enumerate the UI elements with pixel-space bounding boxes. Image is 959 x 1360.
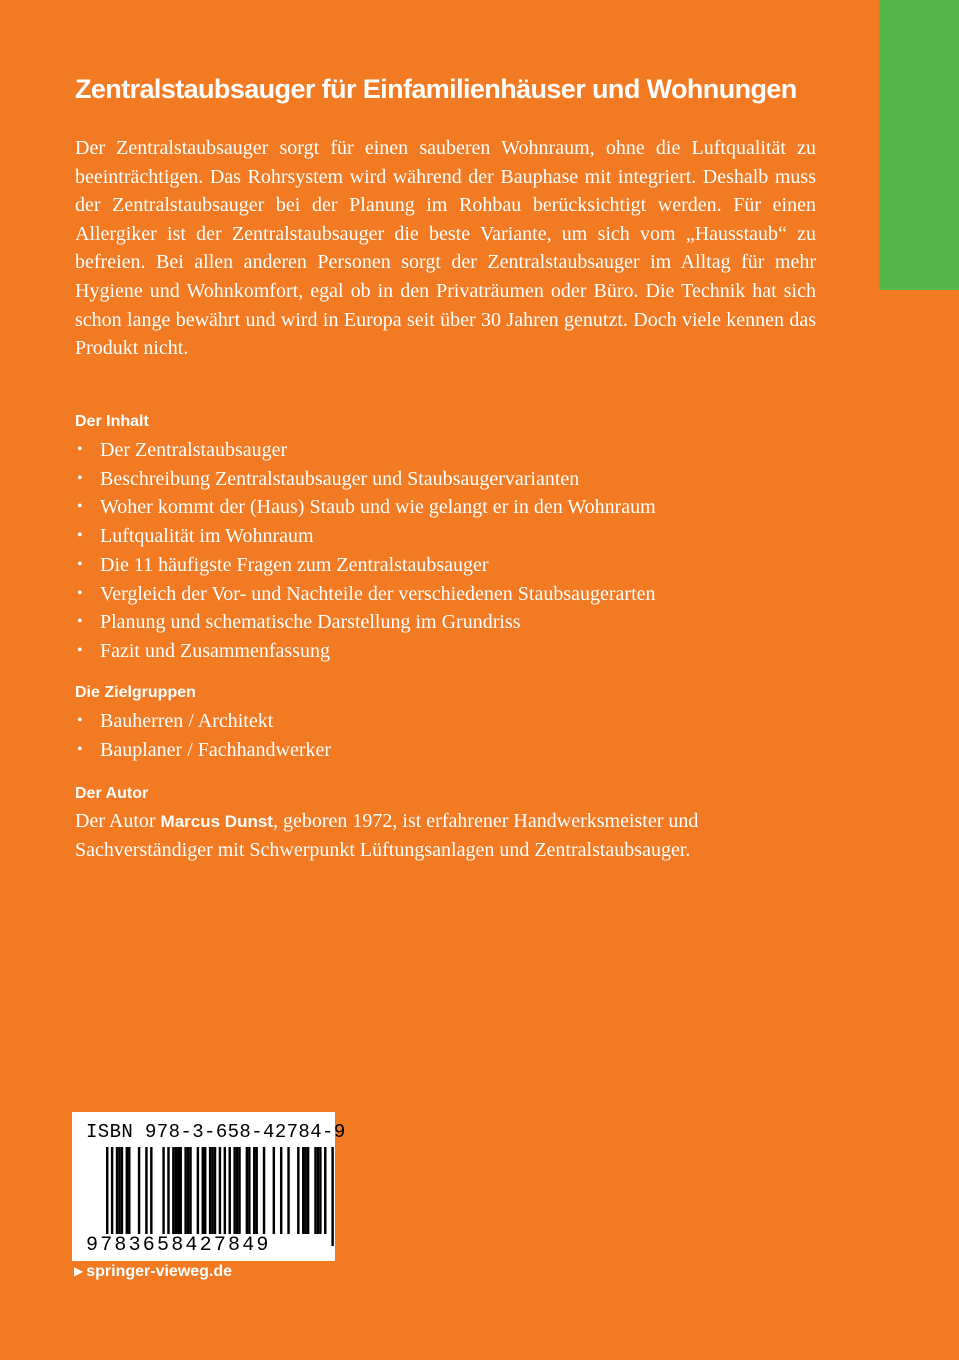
bullet-icon: •: [77, 740, 83, 758]
contents-heading: Der Inhalt: [75, 413, 149, 430]
list-item: • Die 11 häufigste Fragen zum Zentralstaubsauger: [75, 551, 656, 580]
barcode-bar: [229, 1147, 231, 1234]
bullet-icon: •: [77, 469, 83, 487]
barcode-bar: [204, 1147, 206, 1234]
author-name: Marcus Dunst: [160, 812, 273, 831]
barcode-bar: [263, 1147, 265, 1234]
barcode-bar: [236, 1147, 238, 1234]
list-item: • Fazit und Zusammenfassung: [75, 637, 656, 666]
isbn-barcode: [72, 1112, 346, 1261]
barcode-bar: [324, 1147, 326, 1234]
barcode-bar: [118, 1147, 120, 1234]
barcode-bar: [172, 1147, 174, 1234]
barcode-bar: [307, 1147, 309, 1234]
bullet-icon: •: [77, 584, 83, 602]
contents-list: [75, 436, 656, 666]
barcode-guard-bar: [331, 1147, 333, 1246]
ean-digits: 9783658427849: [86, 1234, 271, 1257]
barcode-bar: [273, 1147, 275, 1234]
barcode-bar: [302, 1147, 304, 1234]
barcode-bar: [287, 1147, 289, 1234]
barcode-bar: [211, 1147, 213, 1234]
bullet-icon: •: [77, 498, 83, 516]
list-item: • Bauplaner / Fachhandwerker: [75, 736, 331, 765]
barcode-bar: [238, 1147, 240, 1234]
barcode-bar: [177, 1147, 179, 1234]
list-item: • Beschreibung Zentralstaubsauger und Staubsaugervarianten: [75, 465, 656, 494]
publisher-website[interactable]: ▶ springer-vieweg.de: [74, 1263, 233, 1280]
color-tab: [879, 0, 959, 290]
barcode-bar: [233, 1147, 235, 1234]
author-heading: Der Autor: [75, 785, 149, 802]
barcode-bar: [184, 1147, 186, 1234]
bullet-icon: •: [77, 555, 83, 573]
book-title: Zentralstaubsauger für Einfamilienhäuser und Wohnungen: [75, 74, 797, 104]
barcode-bar: [121, 1147, 123, 1234]
list-item: • Bauherren / Architekt: [75, 707, 331, 736]
barcode-bar: [209, 1147, 211, 1234]
barcode-bar: [297, 1147, 299, 1234]
barcode-bar: [253, 1147, 255, 1234]
barcode-bar: [304, 1147, 306, 1234]
barcode-bar: [255, 1147, 257, 1234]
play-arrow-icon: ▶: [74, 1264, 84, 1278]
barcode-bar: [150, 1147, 152, 1234]
bullet-icon: •: [77, 613, 83, 631]
barcode-bar: [280, 1147, 282, 1234]
bullet-icon: •: [77, 641, 83, 659]
list-item: • Der Zentralstaubsauger: [75, 436, 656, 465]
bullet-icon: •: [77, 441, 83, 458]
isbn-label: ISBN 978-3-658-42784-9: [86, 1121, 346, 1143]
barcode-bar: [317, 1147, 319, 1234]
bullet-icon: •: [77, 527, 83, 545]
audience-heading: Die Zielgruppen: [75, 684, 196, 701]
barcode-bar: [197, 1147, 199, 1234]
barcode-bar: [189, 1147, 191, 1234]
barcode-bar: [145, 1147, 147, 1234]
author-bio: Der Autor Marcus Dunst, geboren 1972, ist erfahrener Handwerksmeister und Sachverständiger mit Schwerpunkt Lüftungsanlagen und Zentralstaubsauger.: [75, 810, 699, 861]
barcode-guard-bar: [111, 1147, 113, 1246]
list-item: • Woher kommt der (Haus) Staub und wie gelangt er in den Wohnraum: [75, 493, 656, 522]
barcode-bar: [126, 1147, 128, 1234]
list-item: • Luftqualität im Wohnraum: [75, 522, 656, 551]
barcode-bar: [167, 1147, 169, 1234]
barcode-guard-bar: [224, 1147, 226, 1246]
barcode-bar: [248, 1147, 250, 1234]
barcode-bar: [246, 1147, 248, 1234]
barcode-bar: [138, 1147, 140, 1234]
list-item: • Vergleich der Vor- und Nachteile der verschiedenen Staubsaugerarten: [75, 580, 656, 609]
barcode-bar: [162, 1147, 164, 1234]
list-item: • Planung und schematische Darstellung im Grundriss: [75, 608, 656, 637]
intro-paragraph: Der Zentralstaubsauger sorgt für einen sauberen Wohnraum, ohne die Luftqualität zu beeinträchtigen. Das Rohrsystem wird während der Bauphase mit integriert. Deshalb muss der Zentralstaubsauger bei der Planung im Rohbau berücksichtigt werden. Für einen Allergiker ist der Zentralstaubsauger die beste Variante, um sich vom „Hausstaub“ zu befreien. Bei allen anderen Personen sorgt der Zentralstaubsauger im Alltag für mehr Hygiene und Wohnkomfort, egal ob in den Privaträumen oder Büro. Die Technik hat sich schon lange bewährt und wird in Europa seit über 30 Jahren genutzt. Doch viele kennen das Produkt nicht.: [75, 137, 816, 360]
bullet-icon: •: [77, 712, 83, 729]
barcode-bar: [319, 1147, 321, 1234]
barcode-bar: [128, 1147, 130, 1234]
barcode-bar: [180, 1147, 182, 1234]
barcode-bar: [202, 1147, 204, 1234]
barcode-bar: [314, 1147, 316, 1234]
barcode-guard-bar: [219, 1147, 221, 1246]
barcode-bar: [116, 1147, 118, 1234]
audience-list: [75, 707, 331, 764]
barcode-bar: [175, 1147, 177, 1234]
barcode-bar: [187, 1147, 189, 1234]
barcode-bar: [214, 1147, 216, 1234]
barcode-guard-bar: [106, 1147, 108, 1246]
